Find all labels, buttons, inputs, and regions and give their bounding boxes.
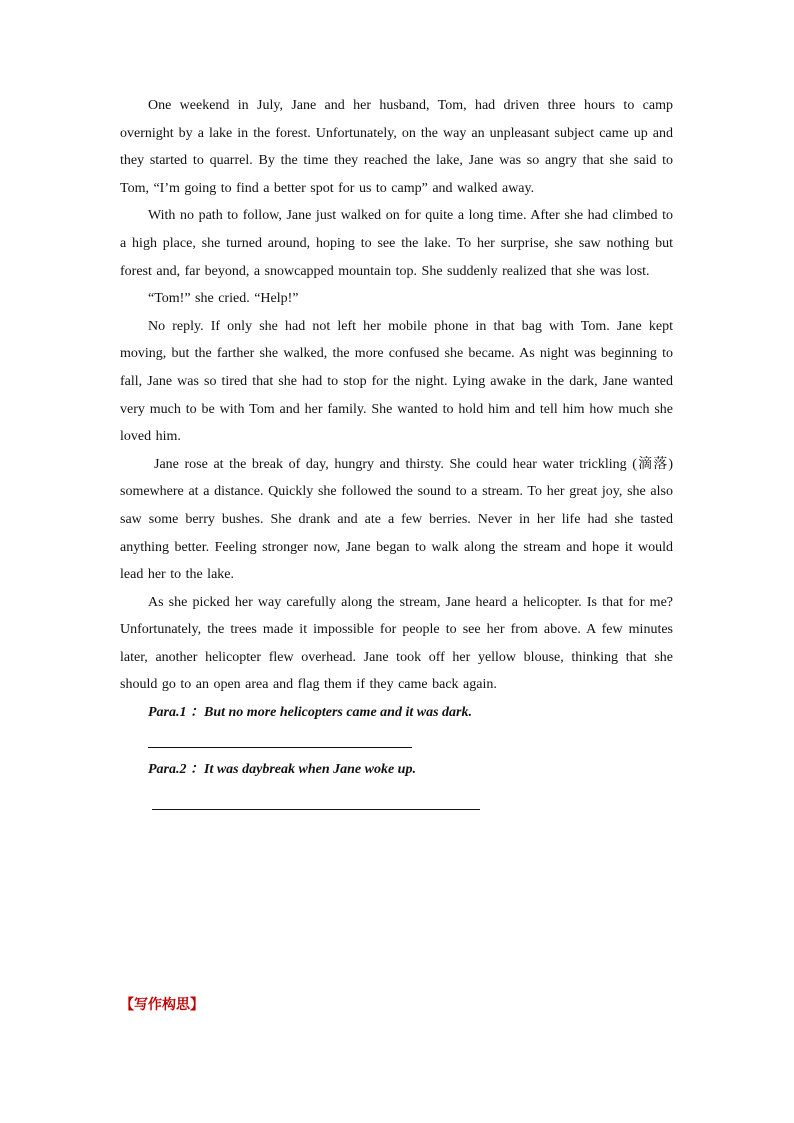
prompt-para-2: Para.2 ：It was daybreak when Jane woke up.: [148, 761, 416, 777]
answer-line-2[interactable]: [152, 789, 480, 810]
paragraph-3: “Tom!” she cried. “Help!”: [148, 291, 299, 307]
paragraph-5-chinese-gloss: 滴落: [636, 455, 669, 472]
section-title-writing-plan: 【写作构思】: [120, 997, 204, 1013]
paragraph-6: As she picked her way carefully along the stream, Jane heard a helicopter. Is that for me? Unfortunately, the trees made it impossible for people to see her from above. A few minutes later, another helicopter flew overhead. Jane took off her yellow blouse, thinking that she should go to an open area and flag them if they came back again.: [120, 594, 673, 693]
prompt-para-1: Para.1 ：But no more helicopters came and it was dark.: [148, 705, 472, 721]
paragraph-4: No reply. If only she had not left her mobile phone in that bag with Tom. Jane kept moving, but the farther she walked, the more confused she became. As night was beginning to fall, Jane was so tired that she had to stop for the night. Lying awake in the dark, Jane wanted very much to be with Tom and her family. She wanted to hold him and tell him how much she loved him.: [120, 318, 673, 445]
paragraph-2: With no path to follow, Jane just walked on for quite a long time. After she had climbed to a high place, she turned around, hoping to see the lake. To her surprise, she saw nothing but forest and, far beyond, a snowcapped mountain top. She suddenly realized that she was lost.: [120, 208, 673, 279]
paragraph-5-text-a: Jane rose at the break of day, hungry and thirsty. She could hear water trickling (: [154, 456, 637, 472]
answer-line-1[interactable]: [148, 727, 412, 748]
passage-body: [120, 92, 673, 810]
paragraph-5: [120, 451, 673, 589]
paragraph-5-text-b: ) somewhere at a distance. Quickly she followed the sound to a stream. To her great joy, she also saw some berry bushes. She drank and ate a few berries. Never in her life had she tasted anything better. Feeling stronger now, Jane began to walk along the stream and hope it would lead her to the lake.: [120, 456, 673, 583]
paragraph-1: One weekend in July, Jane and her husband, Tom, had driven three hours to camp overnight by a lake in the forest. Unfortunately, on the way an unpleasant subject came up and they started to quarrel. By the time they reached the lake, Jane was so angry that she said to Tom, “I’m going to find a better spot for us to camp” and walked away.: [120, 98, 673, 196]
